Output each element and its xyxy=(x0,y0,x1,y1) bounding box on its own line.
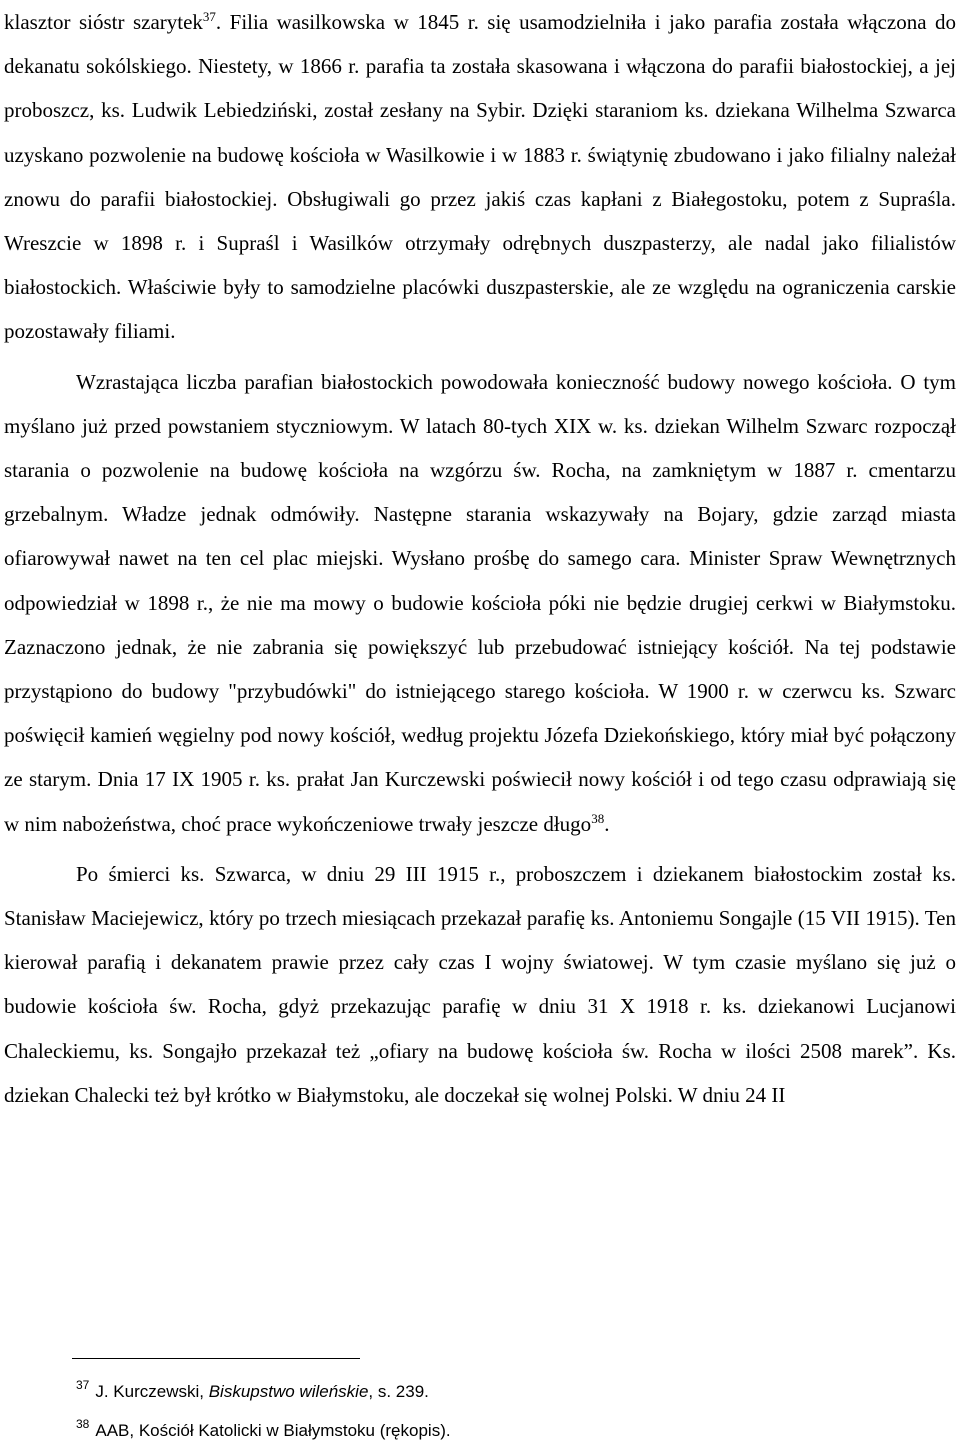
footnote-38: $^{38}$ AAB, Kościół Katolicki w Białymstoku (rękopis). xyxy=(76,1417,451,1440)
paragraph-2: Wzrastająca liczba parafian białostockich powodowała konieczność budowy nowego kościoła. O tym myślano już przed powstaniem styczniowym. W latach 80-tych XIX w. ks. dziekan Wilhelm Szwarc rozpoczął starania o pozwolenie na budowę kościoła na wzgórzu św. Rocha, na zamkniętym w 1887 r. cmentarzu grzebalnym. Władze jednak odmówiły. Następne starania wskazywały na Bojary, gdzie zarząd miasta ofiarowywał nawet na ten cel plac miejski. Wysłano prośbę do samego cara. Minister Spraw Wewnętrznych odpowiedział w 1898 r., że nie ma mowy o budowie kościoła póki nie będzie drugiej cerkwi w Białymstoku. Zaznaczono jednak, że nie zabrania się powiększyć lub przebudować istniejący kościół. Na tej podstawie przystąpiono do budowy "przybudówki" do istniejącego starego kościoła. W 1900 r. w czerwcu ks. Szwarc poświęcił kamień węgielny pod nowy kościół, według projektu Józefa Dziekońskiego, który miał być połączony ze starym. Dnia 17 IX 1905 r. ks. prałat Jan Kurczewski poświecił nowy kościół i od tego czasu odprawiają się w nim nabożeństwa, choć prace wykończeniowe trwały jeszcze długo$^{38}$. xyxy=(4,369,956,836)
paragraph-1: klasztor sióstr szarytek$^{37}$. Filia wasilkowska w 1845 r. się usamodzielniła i jako parafia została włączona do dekanatu sokólskiego. Niestety, w 1866 r. parafia ta została skasowana i włączona do parafii białostockiej, a jej proboszcz, ks. Ludwik Lebiedziński, został zesłany na Sybir. Dzięki staraniom ks. dziekana Wilhelma Szwarca uzyskano pozwolenie na budowę kościoła w Wasilkowie i w 1883 r. świątynię zbudowano i jako filialny należał znowu do parafii białostockiej. Obsługiwali go przez jakiś czas kapłani z Białegostoku, potem z Supraśla. Wreszcie w 1898 r. i Supraśl i Wasilków otrzymały odrębnych duszpasterzy, ale nadal jako filialistów białostockich. Właściwie były to samodzielne placówki duszpasterskie, ale ze względu na ograniczenia carskie pozostawały filiami. xyxy=(4,9,956,344)
footnote-ref-38[interactable]: 38 xyxy=(591,810,605,826)
footnote-number: 38 xyxy=(76,1417,90,1431)
footnote-37: $^{37}$ J. Kurczewski, Biskupstwo wileńskie, s. 239. xyxy=(76,1378,429,1401)
paragraph-3: Po śmierci ks. Szwarca, w dniu 29 III 1915 r., proboszczem i dziekanem białostockim został ks. Stanisław Maciejewicz, który po trzech miesiącach przekazał parafię ks. Antoniemu Songajle (15 VII 1915). Ten kierował parafią i dekanatem prawie przez cały czas I wojny światowej. W tym czasie myślano się już o budowie kościoła św. Rocha, gdyż przekazując parafię w dniu 31 X 1918 r. ks. dziekanowi Lucjanowi Chaleckiemu, ks. Songajło przekazał też „ofiary na budowę kościoła św. Rocha w ilości 2508 marek”. Ks. dziekan Chalecki też był krótko w Białymstoku, ale doczekał się wolnej Polski. W dniu 24 II xyxy=(4,861,956,1107)
footnote-number: 37 xyxy=(76,1378,90,1392)
document-page xyxy=(4,0,956,1117)
footnote-separator xyxy=(72,1358,360,1359)
footnote-ref-37[interactable]: 37 xyxy=(202,9,216,24)
